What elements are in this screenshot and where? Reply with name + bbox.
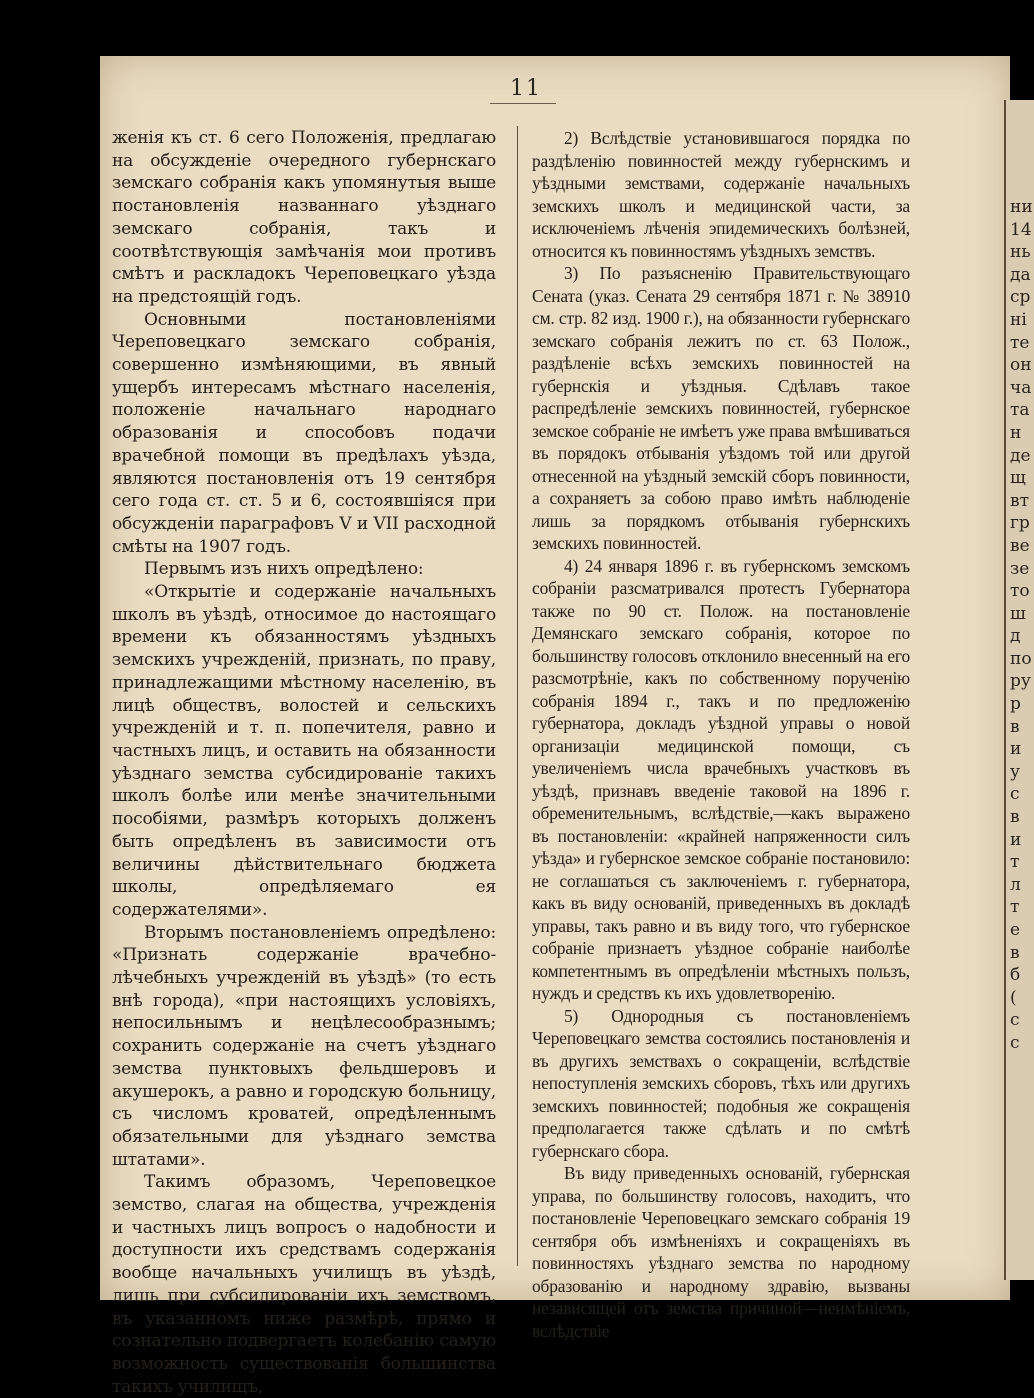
- left-column: [112, 127, 496, 1398]
- paragraph: Первымъ изъ нихъ опредѣлено:: [144, 559, 424, 580]
- page-number-rule: [490, 103, 556, 104]
- quote-paragraph: «Открытіе и содержаніе начальныхъ школъ въ уѣздѣ, относимое до настоящаго времени къ обязанностямъ уѣздныхъ земскихъ учрежденій, признать, по праву, принадлежащими мѣстному населенію, въ лицѣ обществъ, волостей и сельскихъ учрежденій и т. п. попечителя, равно и частныхъ лицъ, и оставить на обязанности уѣзднаго земства субсидированіе такихъ школъ болѣе или менѣе значительными пособіями, размѣръ которыхъ долженъ быть опредѣленъ въ зависимости отъ величины дѣйствительнаго бюджета школы, опредѣляемаго ея содержателями».: [112, 582, 496, 920]
- numbered-paragraph: 4) 24 января 1896 г. въ губернскомъ земскомъ собраніи разсматривался протестъ Губернатора также по 90 ст. Полож. на постановленіе Демянскаго земскаго собранія, которое по большинству голосовъ отклонило внесенный на его разсмотрѣніе, какъ по собственному порученію собранія 1894 г., такъ и по предложенію губернатора, докладъ уѣздной управы о новой организаціи медицинской помощи, съ увеличеніемъ числа врачебныхъ участковъ въ уѣздѣ, признавъ введеніе таковой на 1896 г. обременительнымъ, вслѣдствіе,—какъ выражено въ постановленіи: «крайней напряженности силъ уѣзда» и губернское земское собраніе постановило: не соглашаться съ заключеніемъ г. губернатора, какъ въ виду основаній, приведенныхъ въ докладѣ управы, такъ равно и въ виду того, что губернское собраніе признаетъ уѣздное собраніе наиболѣе компетентнымъ въ опредѣленіи мѣстныхъ пользъ, нуждъ и средствъ къ ихъ удовлетворенію.: [532, 555, 910, 1003]
- paragraph: Такимъ образомъ, Череповецкое земство, слагая на общества, учрежденія и частныхъ лицъ вопросъ о надобности и доступности ихъ средствамъ содержанія вообще начальныхъ училищъ въ уѣздѣ, лишь при субсидированіи ихъ земствомъ, въ указанномъ ниже размѣрѣ, прямо и сознательно подвергаетъ колебанію самую возможность существованія большинства такихъ училищъ,: [112, 1172, 496, 1397]
- next-page-text-fragments: ни 14 нь да ср ні те он ча та н де щ вт гр ве зе то ш д по ру р в и у с в и т л т е в б ( с с: [1010, 197, 1033, 1053]
- numbered-paragraph: 2) Вслѣдствіе установившагося порядка по раздѣленію повинностей между губернскимъ и уѣздными земствами, содержаніе начальныхъ земскихъ школъ и медицинской части, за исключеніемъ лѣченія эпидемическихъ болѣзней, относится къ повинностямъ уѣздныхъ земствъ.: [532, 128, 910, 261]
- paragraph: Въ виду приведенныхъ основаній, губернская управа, по большинству голосовъ, находитъ, что постановленіе Череповецкаго земскаго собранія 19 сентября объ измѣненіяхъ и сокращеніяхъ въ повинностяхъ уѣзднаго земства по народному образованію и народному здравію, вызваны независящей отъ земства причиной—неимѣніемъ, вслѣдствіе: [532, 1163, 910, 1341]
- numbered-paragraph: 5) Однородныя съ постановленіемъ Череповецкаго земства состоялись постановленія и въ другихъ земствахъ о сокращеніи, вслѣдствіе непоступленія земскихъ сборовъ, тѣхъ или другихъ земскихъ повинностей; подобныя же сокращенія предполагается также сдѣлать и по смѣтѣ губернскаго сбора.: [532, 1005, 910, 1161]
- numbered-paragraph: 3) По разъясненію Правительствующаго Сената (указ. Сената 29 сентября 1871 г. № 38910 см. стр. 82 изд. 1900 г.), на обязанности губернскаго земскаго собранія лежитъ по ст. 63 Полож., раздѣленіе всѣхъ земскихъ повинностей на губернскія и уѣздныя. Сдѣлавъ такое распредѣленіе земскихъ повинностей, губернское земское собраніе не имѣетъ уже права вмѣшиваться въ порядокъ отбыванія уѣздомъ той или другой отнесенной на уѣздный земскій сборъ повинности, а сохраняетъ за собою право имѣть наблюденіе лишь за порядкомъ отбыванія губернскихъ земскихъ повинностей.: [532, 263, 910, 553]
- column-divider: [517, 126, 518, 1266]
- right-column: [532, 127, 910, 1342]
- paragraph: Основными постановленіями Череповецкаго земскаго собранія, совершенно измѣняющими, въ явный ущербъ интересамъ мѣстнаго населенія, положеніе начальнаго народнаго образованія и способовъ подачи врачебной помощи въ предѣлахъ уѣзда, являются постановленія отъ 19 сентября сего года ст. ст. 5 и 6, состоявшіяся при обсужденіи параграфовъ V и VII расходной смѣты на 1907 годъ.: [112, 309, 496, 557]
- next-page-edge: [1004, 100, 1034, 1280]
- page-number: 11: [510, 76, 542, 101]
- paragraph: Вторымъ постановленіемъ опредѣлено: «Признать содержаніе врачебно-лѣчебныхъ учрежденій въ уѣздѣ» (то есть внѣ города), «при настоящихъ условіяхъ, непосильнымъ и нецѣлесообразнымъ; сохранить содержаніе на счетъ уѣзднаго земства пунктовыхъ фельдшеровъ и акушерокъ, а равно и городскую больницу, съ числомъ кроватей, опредѣленнымъ обязательными для уѣзднаго земства штатами».: [112, 922, 496, 1170]
- paragraph: женія къ ст. 6 сего Положенія, предлагаю на обсужденіе очередного губернскаго земскаго собранія какъ упомянутыя выше постановленія названнаго уѣзднаго земскаго собранія, такъ и соотвѣтствующія замѣчанія мои противъ смѣтъ и раскладокъ Череповецкаго уѣзда на предстоящій годъ.: [112, 128, 496, 307]
